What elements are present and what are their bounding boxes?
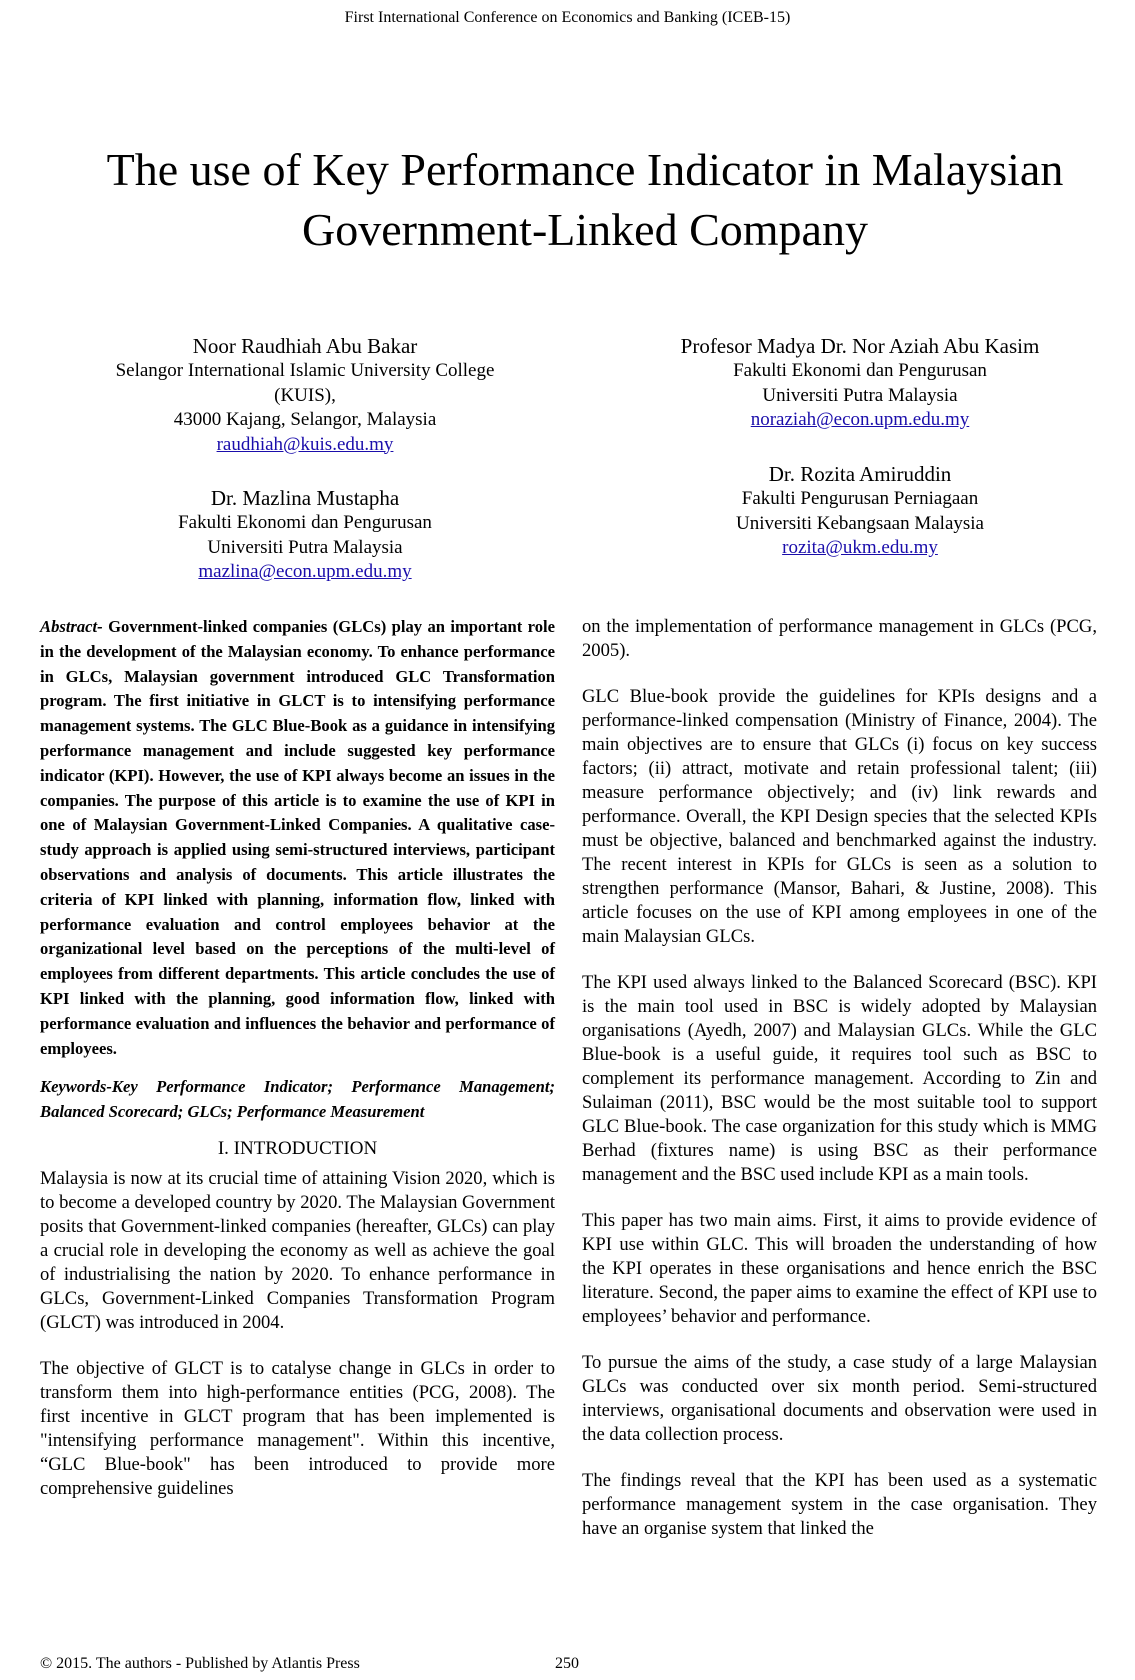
author-affiliation: Universiti Kebangsaan Malaysia [736,512,984,534]
paragraph: To pursue the aims of the study, a case study of a large Malaysian GLCs was conducted over six month period. Semi-structured interviews, organisational documents and observation were used in the data collection process. [582,1352,1097,1445]
paper-title [40,140,1130,260]
paragraph: on the implementation of performance management in GLCs (PCG, 2005). [582,616,1097,661]
author-block-4 [610,461,1110,561]
title-line-2: Government-Linked Company [302,204,868,255]
author-affiliation: 43000 Kajang, Selangor, Malaysia [173,409,437,430]
left-column [40,615,555,1501]
paragraph: The objective of GLCT is to catalyse change in GLCs in order to transform them into high-performance entities (PCG, 2008). The first incentive in GLCT program that has been implemented is "intensifying performance management". Within this incentive, “GLC Blue-book" has been introduced to provide more comprehensive guidelines [40,1357,555,1499]
author-affiliation: Fakulti Pengurusan Perniagaan [741,488,979,509]
paragraph: Malaysia is now at its crucial time of attaining Vision 2020, which is to become a developed country by 2020. The Malaysian Government posits that Government-linked companies (hereafter, GLCs) can play a crucial role in developing the economy as well as achieve the goal of industrialising the nation by 2020. To enhance performance in GLCs, Government-Linked Companies Transformation Program (GLCT) was introduced in 2004. [40,1167,555,1333]
author-affiliation: Selangor International Islamic University College [115,360,495,381]
paragraph: This paper has two main aims. First, it aims to provide evidence of KPI use within GLC. This will broaden the understanding of how the KPI operates in these organisations and hence enrich the BSC literature. Second, the paper aims to examine the effect of KPI use to employees’ behavior and performance. [582,1210,1097,1327]
footer-copyright: © 2015. The authors - Published by Atlantis Press [40,1655,360,1672]
section-heading: I. INTRODUCTION [217,1137,378,1159]
author-name: Profesor Madya Dr. Nor Aziah Abu Kasim [680,334,1040,358]
abstract-lead: Abstract- [40,617,103,636]
abstract [40,615,555,1061]
paragraph: The findings reveal that the KPI has been used as a systematic performance management system in the case organisation. They have an organise system that linked the [582,1470,1097,1539]
author-block-1 [60,333,550,457]
author-affiliation: Fakulti Ekonomi dan Pengurusan [178,512,432,533]
author-block-3 [610,333,1110,433]
author-name: Dr. Rozita Amiruddin [768,462,952,486]
paragraph: GLC Blue-book provide the guidelines for KPIs designs and a performance-linked compensation (Ministry of Finance, 2004). The main objectives are to ensure that GLCs (i) focus on key success factors; (ii) attract, motivate and retain professional talent; (iii) measure performance objectively; and (iv) link rewards and performance. Overall, the KPI Design species that the selected KPIs must be objective, balanced and benchmarked against the industry. The recent interest in KPIs for GLCs is seen as a solution to strengthen performance (Mansor, Bahari, & Justine, 2008). This article focuses on the use of KPI among employees in one of the main Malaysian GLCs. [582,686,1097,947]
right-column [582,615,1097,1541]
title-line-1: The use of Key Performance Indicator in Malaysian [106,144,1064,195]
author-email-link[interactable]: mazlina@econ.upm.edu.my [198,561,412,582]
author-block-2 [60,485,550,585]
running-header: First International Conference on Economics and Banking (ICEB-15) [344,9,791,26]
author-email-link[interactable]: raudhiah@kuis.edu.my [216,433,394,455]
author-affiliation: Fakulti Ekonomi dan Pengurusan [733,360,987,381]
author-affiliation: Universiti Putra Malaysia [207,536,403,558]
author-name: Noor Raudhiah Abu Bakar [192,334,418,358]
paragraph: The KPI used always linked to the Balanced Scorecard (BSC). KPI is the main tool used in BSC is widely adopted by Malaysian organisations (Ayedh, 2007) and Malaysian GLCs. While the GLC Blue-book is a useful guide, it requires tool such as BSC to complement its performance management. According to Zin and Sulaiman (2011), BSC would be the most suitable tool to support GLC Blue-book. The case organization for this study which is MMG Berhad (fixtures name) is using BSC as their performance management and the BSC used include KPI as a main tools. [582,972,1097,1185]
author-affiliation: Universiti Putra Malaysia [762,384,958,406]
abstract-body: Government-linked companies (GLCs) play an important role in the development of the Malaysian economy. To enhance performance in GLCs, Malaysian government introduced GLC Transformation program. The first initiative in GLCT is to intensifying performance management systems. The GLC Blue-Book as a guidance in intensifying performance management and include suggested key performance indicator (KPI). However, the use of KPI always become an issues in the companies. The purpose of this article is to examine the use of KPI in one of Malaysian Government-Linked Companies. A qualitative case-study approach is applied using semi-structured interviews, participant observations and analysis of documents. This article illustrates the criteria of KPI linked with planning, information flow, linked with performance evaluation and control employees behavior at the organizational level based on the perceptions of the multi-level of employees from different departments. This article concludes the use of KPI linked with the planning, good information flow, linked with performance evaluation and influences the behavior and performance of employees. [40,617,555,1058]
author-affiliation: (KUIS), [274,384,336,406]
page-number: 250 [555,1655,579,1672]
author-name: Dr. Mazlina Mustapha [210,486,400,510]
author-email-link[interactable]: noraziah@econ.upm.edu.my [750,409,970,430]
keywords: Keywords-Key Performance Indicator; Performance Management; Balanced Scorecard; GLCs; Performance Measurement [40,1077,555,1122]
author-email-link[interactable]: rozita@ukm.edu.my [782,537,938,558]
